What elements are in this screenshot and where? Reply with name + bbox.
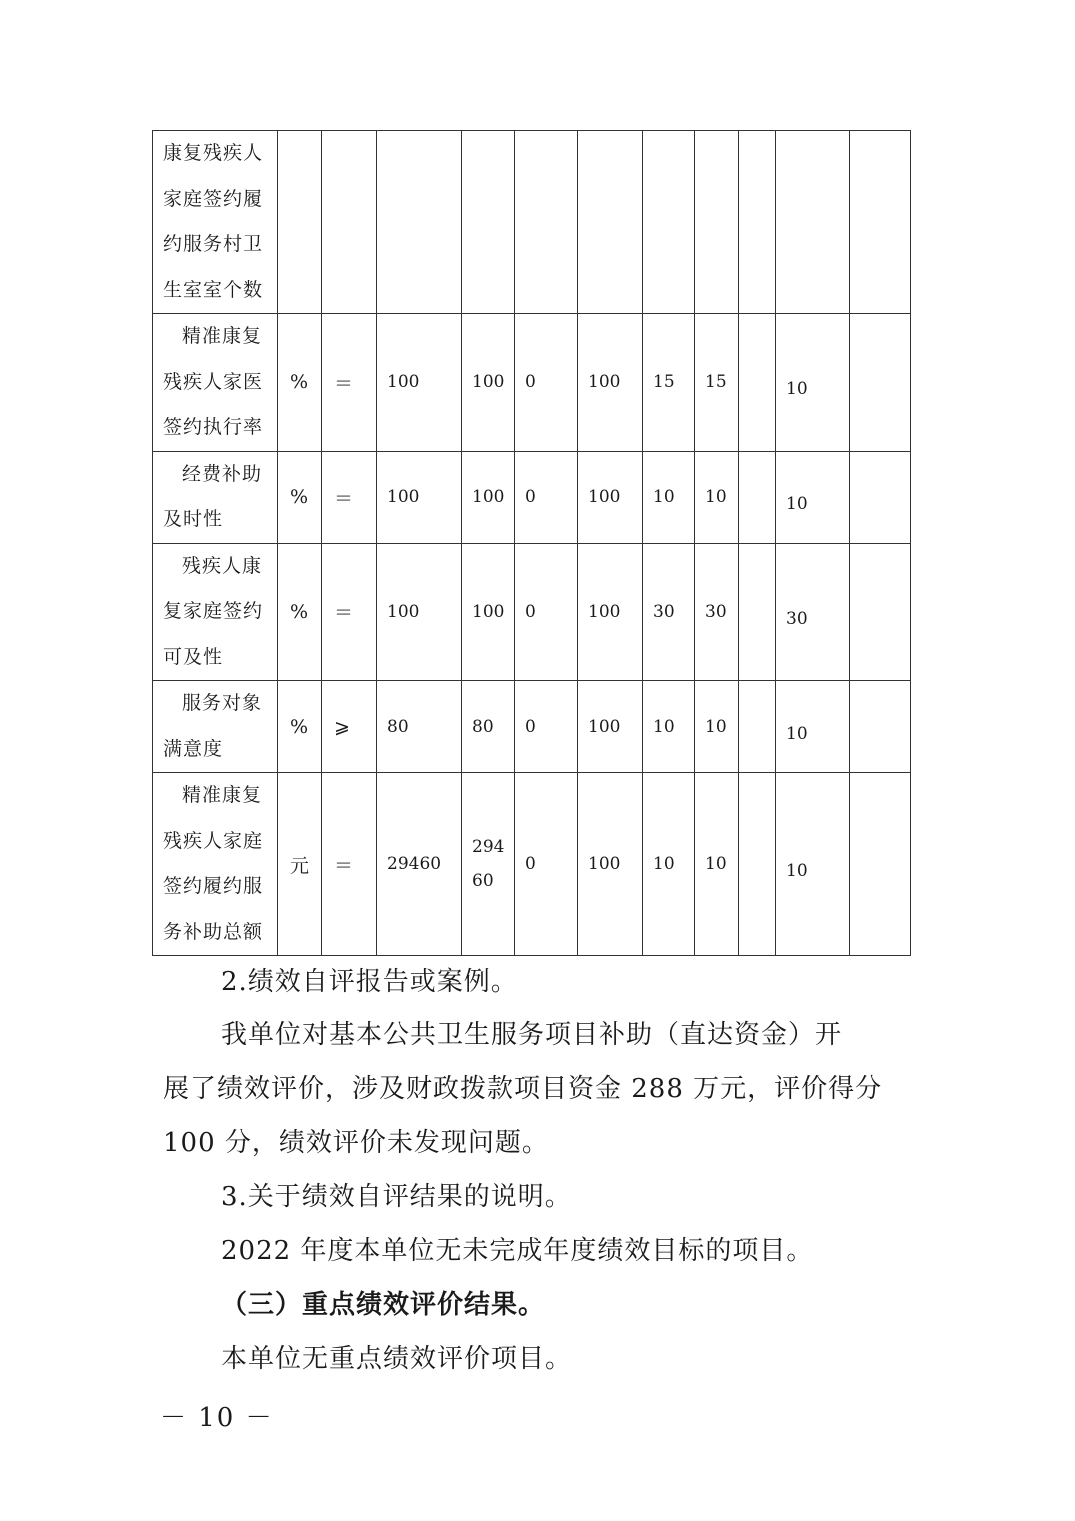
blank-cell xyxy=(739,681,776,773)
completion-rate-cell: 100 xyxy=(578,543,643,681)
indicator-name-line: 家庭签约履 xyxy=(163,187,264,210)
table-row xyxy=(153,451,911,543)
actual-value-cell xyxy=(462,773,515,956)
item2-text-line3: 100 分，绩效评价未发现问题。 xyxy=(163,1128,549,1158)
actual-value-line: 100 xyxy=(472,601,505,622)
final-score-cell: 10 xyxy=(776,773,850,956)
indicator-name-line: 复家庭签约 xyxy=(163,600,264,622)
operator-cell: ⩾ xyxy=(322,681,377,773)
item3-title: 3.关于绩效自评结果的说明。 xyxy=(221,1182,572,1212)
weight-cell: 30 xyxy=(643,543,695,681)
blank-cell xyxy=(739,451,776,543)
item2-text-line2: 展了绩效评价，涉及财政拨款项目资金 288 万元，评价得分 xyxy=(163,1074,883,1104)
performance-indicator-table xyxy=(152,130,911,956)
indicator-name-line: 可及性 xyxy=(163,645,224,668)
target-value-cell: 100 xyxy=(377,451,462,543)
indicator-name-line: 生室室个数 xyxy=(163,278,264,301)
unit-cell: 元 xyxy=(278,773,322,956)
deviation-cell: 0 xyxy=(515,451,578,543)
blank-cell xyxy=(739,314,776,452)
actual-value-line: 100 xyxy=(472,372,505,393)
blank-cell xyxy=(739,131,776,314)
score-cell: 10 xyxy=(695,451,739,543)
table-row xyxy=(153,314,911,452)
actual-value-line: 294 xyxy=(472,837,505,857)
indicator-name-cell xyxy=(153,543,278,681)
completion-rate-cell: 100 xyxy=(578,773,643,956)
score-cell xyxy=(695,131,739,314)
final-score-cell xyxy=(776,131,850,314)
indicator-name-line: 及时性 xyxy=(163,508,224,530)
indicator-name-cell xyxy=(153,131,278,314)
actual-value-cell xyxy=(462,451,515,543)
indicator-name-line: 签约执行率 xyxy=(163,416,264,438)
weight-cell: 10 xyxy=(643,773,695,956)
target-value-cell xyxy=(377,131,462,314)
blank-cell xyxy=(739,543,776,681)
completion-rate-cell: 100 xyxy=(578,681,643,773)
page-number: － 10 － xyxy=(160,1403,274,1433)
operator-cell: ＝ xyxy=(322,451,377,543)
note-cell xyxy=(850,773,911,956)
deviation-cell xyxy=(515,131,578,314)
table-row xyxy=(153,681,911,773)
actual-value-line: 80 xyxy=(472,716,494,737)
table-row xyxy=(153,773,911,956)
operator-cell: ＝ xyxy=(322,543,377,681)
unit-cell xyxy=(278,131,322,314)
deviation-cell: 0 xyxy=(515,681,578,773)
note-cell xyxy=(850,314,911,452)
target-value-cell: 80 xyxy=(377,681,462,773)
indicator-name-line: 残疾人家医 xyxy=(163,370,264,393)
indicator-name-cell xyxy=(153,314,278,452)
note-cell xyxy=(850,451,911,543)
final-score-cell: 10 xyxy=(776,451,850,543)
note-cell xyxy=(850,543,911,681)
operator-cell: ＝ xyxy=(322,773,377,956)
completion-rate-cell: 100 xyxy=(578,451,643,543)
indicator-name-line: 残疾人家庭 xyxy=(163,829,264,852)
item2-title: 2.绩效自评报告或案例。 xyxy=(221,967,518,997)
indicator-name-cell xyxy=(153,773,278,956)
item3-text: 2022 年度本单位无未完成年度绩效目标的项目。 xyxy=(221,1236,814,1266)
indicator-name-line: 满意度 xyxy=(163,737,224,760)
indicator-name-line: 约服务村卫 xyxy=(163,233,264,255)
indicator-name-line: 康复残疾人 xyxy=(163,142,264,164)
score-cell: 30 xyxy=(695,543,739,681)
final-score-cell: 10 xyxy=(776,314,850,452)
item2-text-line1: 我单位对基本公共卫生服务项目补助（直达资金）开 xyxy=(221,1020,843,1050)
indicator-name-line: 残疾人康 xyxy=(182,554,263,577)
indicator-name-line: 务补助总额 xyxy=(163,920,264,943)
section3-title: （三）重点绩效评价结果。 xyxy=(221,1290,546,1320)
unit-cell: % xyxy=(278,681,322,773)
operator-cell: ＝ xyxy=(322,314,377,452)
deviation-cell: 0 xyxy=(515,773,578,956)
table-row xyxy=(153,543,911,681)
indicator-name-cell xyxy=(153,451,278,543)
blank-cell xyxy=(739,773,776,956)
final-score-cell: 30 xyxy=(776,543,850,681)
indicator-name-line: 经费补助 xyxy=(182,462,263,485)
actual-value-cell xyxy=(462,681,515,773)
target-value-cell: 100 xyxy=(377,543,462,681)
note-cell xyxy=(850,131,911,314)
actual-value-cell xyxy=(462,314,515,452)
completion-rate-cell: 100 xyxy=(578,314,643,452)
actual-value-cell xyxy=(462,131,515,314)
indicator-name-cell xyxy=(153,681,278,773)
score-cell: 10 xyxy=(695,773,739,956)
section3-text: 本单位无重点绩效评价项目。 xyxy=(221,1344,573,1374)
actual-value-line: 60 xyxy=(472,871,494,891)
indicator-name-line: 精准康复 xyxy=(182,784,263,806)
note-cell xyxy=(850,681,911,773)
operator-cell xyxy=(322,131,377,314)
completion-rate-cell xyxy=(578,131,643,314)
deviation-cell: 0 xyxy=(515,314,578,452)
score-cell: 15 xyxy=(695,314,739,452)
unit-cell: % xyxy=(278,543,322,681)
unit-cell: % xyxy=(278,451,322,543)
actual-value-cell xyxy=(462,543,515,681)
weight-cell: 10 xyxy=(643,451,695,543)
indicator-name-line: 签约履约服 xyxy=(163,875,264,897)
weight-cell: 15 xyxy=(643,314,695,452)
deviation-cell: 0 xyxy=(515,543,578,681)
unit-cell: % xyxy=(278,314,322,452)
weight-cell xyxy=(643,131,695,314)
indicator-name-line: 精准康复 xyxy=(182,325,263,347)
weight-cell: 10 xyxy=(643,681,695,773)
indicator-name-line: 服务对象 xyxy=(182,692,263,714)
actual-value-line: 100 xyxy=(472,487,505,507)
score-cell: 10 xyxy=(695,681,739,773)
target-value-cell: 100 xyxy=(377,314,462,452)
table-row xyxy=(153,131,911,314)
target-value-cell: 29460 xyxy=(377,773,462,956)
final-score-cell: 10 xyxy=(776,681,850,773)
